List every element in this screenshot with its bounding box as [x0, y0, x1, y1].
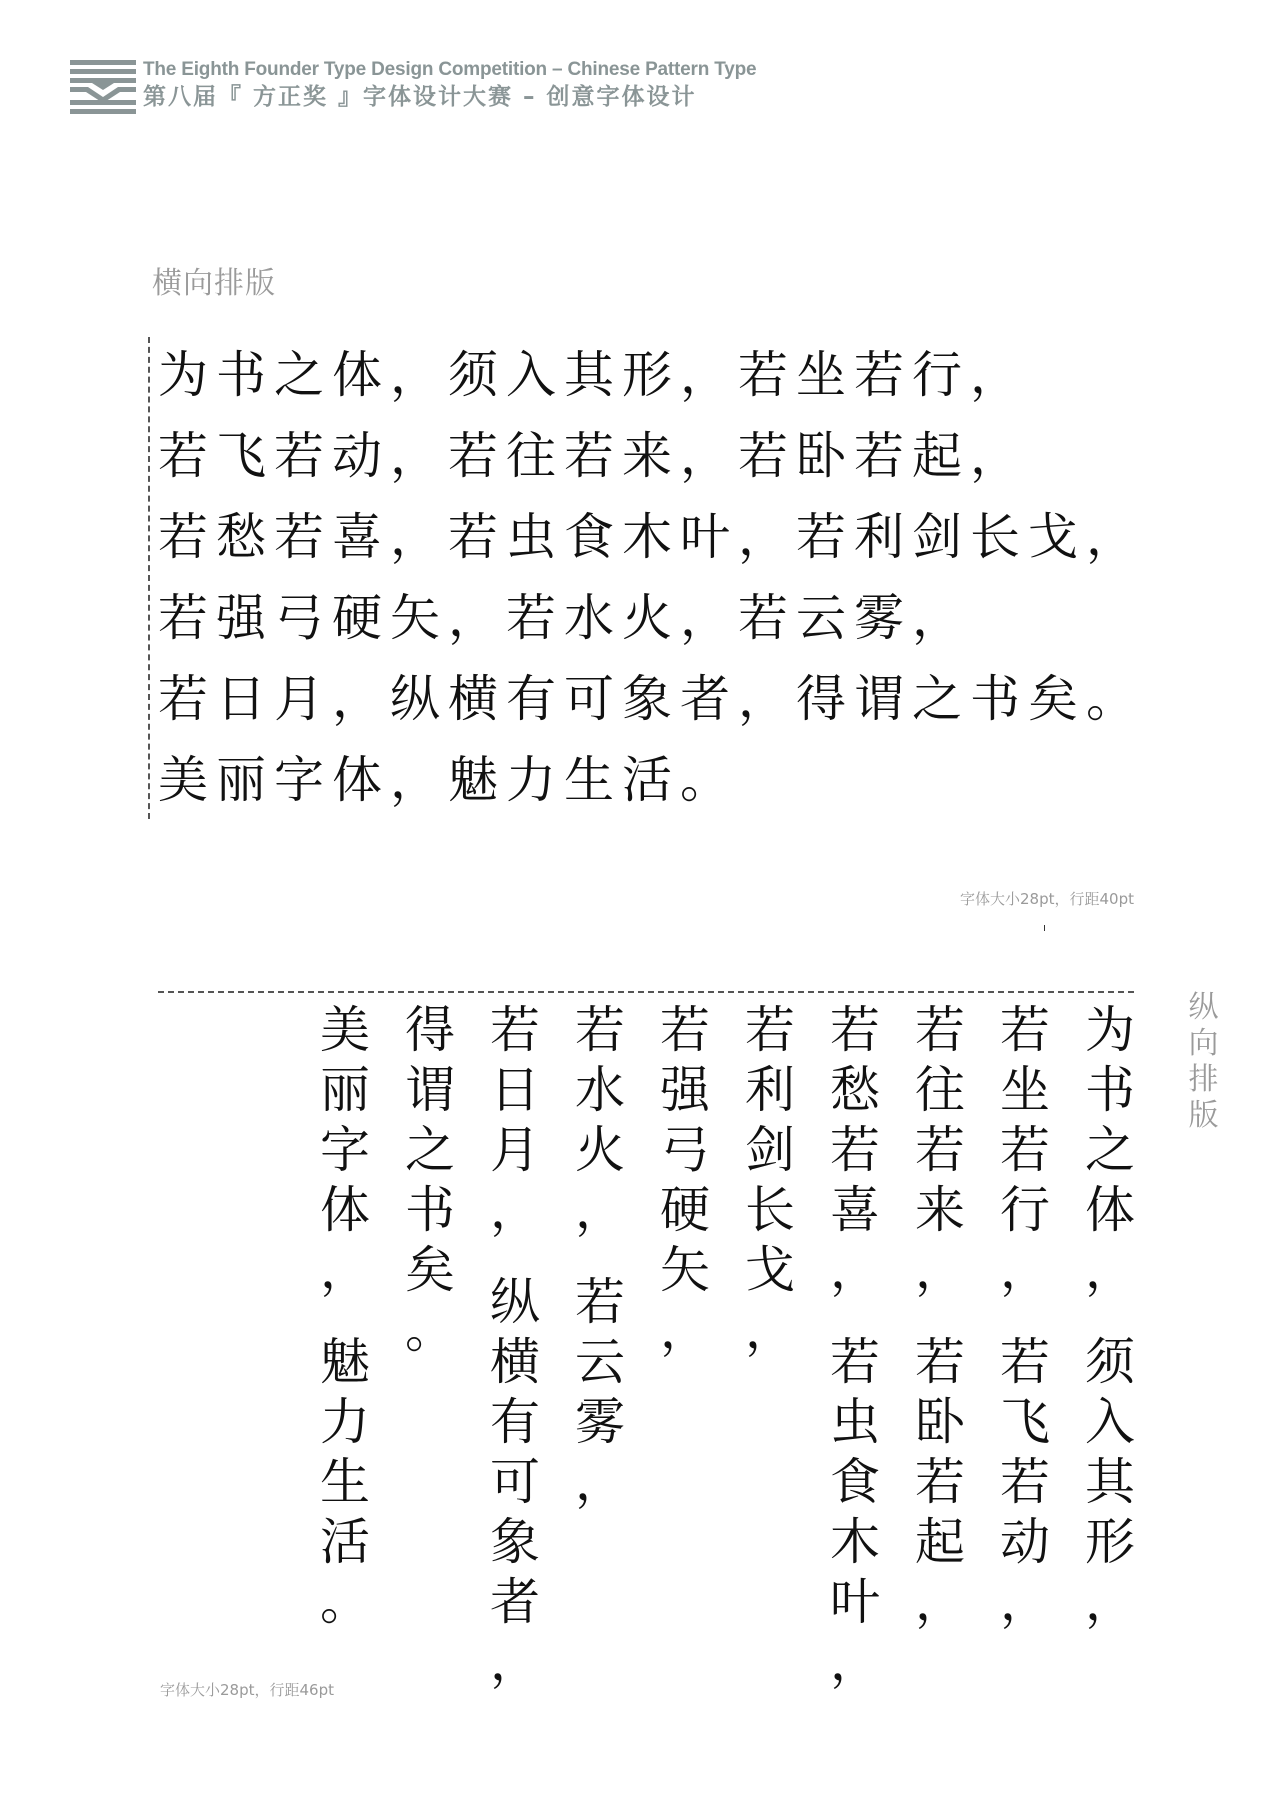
vertical-char: 弓 [660, 1121, 710, 1179]
vertical-char: 生 [320, 1453, 370, 1511]
vertical-char: 坐 [1000, 1061, 1050, 1119]
vertical-char: 体 [320, 1181, 370, 1239]
vertical-char: 若 [915, 1453, 965, 1511]
vertical-char: 戈 [745, 1241, 795, 1299]
vertical-char: ， [1000, 1241, 1050, 1299]
vertical-char: 云 [575, 1333, 625, 1391]
vertical-segment [485, 1000, 545, 1240]
vertical-char: 横 [490, 1333, 540, 1391]
header-text [143, 58, 756, 112]
vertical-segment [740, 1000, 800, 1360]
vertical-char: 长 [745, 1181, 795, 1239]
vertical-segment [910, 1000, 970, 1300]
vertical-char: ， [915, 1573, 965, 1631]
vertical-char: 纵 [490, 1273, 540, 1331]
vertical-column [485, 1000, 545, 1692]
vertical-segment [570, 1000, 630, 1240]
vertical-segment [655, 1000, 715, 1360]
vertical-char: 强 [660, 1061, 710, 1119]
vertical-char: 行 [1000, 1181, 1050, 1239]
vertical-column [740, 1000, 800, 1360]
vertical-char: ， [575, 1181, 625, 1239]
vertical-char: 其 [1085, 1453, 1135, 1511]
vertical-char: 书 [405, 1181, 455, 1239]
vertical-char: 为 [1085, 1001, 1135, 1059]
vertical-char: 喜 [830, 1181, 880, 1239]
vertical-char: 愁 [830, 1061, 880, 1119]
vertical-char: 木 [830, 1513, 880, 1571]
vertical-char: 入 [1085, 1393, 1135, 1451]
vertical-char: 矣 [405, 1241, 455, 1299]
vertical-char: ， [490, 1633, 540, 1691]
vertical-char: 虫 [830, 1393, 880, 1451]
vertical-char: 有 [490, 1393, 540, 1451]
vertical-char: 之 [405, 1121, 455, 1179]
vertical-char: 水 [575, 1061, 625, 1119]
horizontal-text-line: 美丽字体，魅力生活。 [158, 751, 738, 809]
vertical-char: 若 [830, 1121, 880, 1179]
vertical-char: 来 [915, 1181, 965, 1239]
vertical-char: 若 [745, 1001, 795, 1059]
header-title-en: The Eighth Founder Type Design Competition – Chinese Pattern Type [143, 59, 757, 80]
vertical-char: ， [320, 1241, 370, 1299]
vertical-column [825, 1000, 885, 1692]
vertical-char: ， [1085, 1573, 1135, 1631]
vertical-char: ， [1085, 1241, 1135, 1299]
vertical-segment [570, 1272, 630, 1512]
vertical-char: 若 [1000, 1453, 1050, 1511]
vertical-char: 往 [915, 1061, 965, 1119]
horizontal-lines [158, 335, 1144, 821]
vertical-char: 火 [575, 1121, 625, 1179]
vertical-char: 若 [830, 1001, 880, 1059]
vertical-char: 若 [490, 1001, 540, 1059]
vertical-char: 字 [320, 1121, 370, 1179]
horizontal-text-block [148, 335, 1188, 825]
header-title-cn: 第八届『 方正奖 』字体设计大赛 – 创意字体设计 [143, 84, 697, 110]
vertical-char: 之 [1085, 1121, 1135, 1179]
vertical-char: 若 [1000, 1121, 1050, 1179]
vertical-char: 得 [405, 1001, 455, 1059]
vertical-char: ， [1000, 1573, 1050, 1631]
vertical-spec-note: 字体大小28pt，行距46pt [160, 1681, 334, 1699]
vertical-char: 叶 [830, 1573, 880, 1631]
vertical-column [910, 1000, 970, 1632]
vertical-char: ， [490, 1181, 540, 1239]
vertical-segment [400, 1000, 460, 1360]
vertical-char: 剑 [745, 1121, 795, 1179]
vertical-char: 若 [830, 1333, 880, 1391]
vertical-char: ， [575, 1453, 625, 1511]
vertical-char: 矢 [660, 1241, 710, 1299]
horizontal-guide-line [148, 337, 150, 819]
vertical-char: 美 [320, 1001, 370, 1059]
vertical-column [655, 1000, 715, 1360]
vertical-char: ， [660, 1301, 710, 1359]
vertical-char: 日 [490, 1061, 540, 1119]
horizontal-text-line: 为书之体，须入其形，若坐若行， [158, 346, 1028, 404]
vertical-char: 飞 [1000, 1393, 1050, 1451]
vertical-segment [995, 1000, 1055, 1300]
vertical-column [995, 1000, 1055, 1632]
vertical-segment [315, 1000, 375, 1300]
vertical-char: 。 [320, 1573, 370, 1631]
vertical-section-label: 纵向排版 [1188, 990, 1220, 1133]
vertical-char: 起 [915, 1513, 965, 1571]
vertical-char: 利 [745, 1061, 795, 1119]
vertical-char: 食 [830, 1453, 880, 1511]
vertical-segment [825, 1332, 885, 1692]
vertical-segment [485, 1272, 545, 1692]
vertical-column [1080, 1000, 1140, 1632]
vertical-char: 力 [320, 1393, 370, 1451]
horizontal-text-line: 若强弓硬矢，若水火，若云雾， [158, 589, 970, 647]
vertical-char: 活 [320, 1513, 370, 1571]
vertical-char: 若 [915, 1001, 965, 1059]
horizontal-text-line: 若飞若动，若往若来，若卧若起， [158, 427, 1028, 485]
vertical-char: 若 [915, 1121, 965, 1179]
vertical-char: 象 [490, 1513, 540, 1571]
vertical-char: ， [915, 1241, 965, 1299]
vertical-segment [315, 1332, 375, 1632]
vertical-char: 者 [490, 1573, 540, 1631]
horizontal-text-line: 若愁若喜，若虫食木叶，若利剑长戈， [158, 508, 1144, 566]
vertical-char: 若 [575, 1273, 625, 1331]
vertical-char: 雾 [575, 1393, 625, 1451]
horizontal-spec-note: 字体大小28pt，行距40pt [960, 890, 1134, 908]
vertical-guide-line [158, 991, 1134, 993]
vertical-char: 。 [405, 1301, 455, 1359]
vertical-segment [910, 1332, 970, 1632]
vertical-char: 体 [1085, 1181, 1135, 1239]
vertical-char: 若 [1000, 1001, 1050, 1059]
vertical-column [315, 1000, 375, 1632]
vertical-char: 书 [1085, 1061, 1135, 1119]
vertical-segment [1080, 1332, 1140, 1632]
vertical-char: ， [745, 1301, 795, 1359]
vertical-segment [995, 1332, 1055, 1632]
vertical-char: ， [830, 1241, 880, 1299]
vertical-char: 硬 [660, 1181, 710, 1239]
vertical-char: 若 [915, 1333, 965, 1391]
vertical-char: 若 [1000, 1333, 1050, 1391]
vertical-char: 魅 [320, 1333, 370, 1391]
vertical-char: 谓 [405, 1061, 455, 1119]
vertical-segment [1080, 1000, 1140, 1300]
vertical-char: 丽 [320, 1061, 370, 1119]
vertical-char: 若 [660, 1001, 710, 1059]
horizontal-text-line: 若日月，纵横有可象者，得谓之书矣。 [158, 670, 1144, 728]
vertical-column [570, 1000, 630, 1512]
vertical-char: 可 [490, 1453, 540, 1511]
vertical-char: ， [830, 1633, 880, 1691]
tick-mark [1044, 925, 1045, 931]
founder-logo-icon [70, 60, 136, 114]
vertical-char: 动 [1000, 1513, 1050, 1571]
vertical-column [400, 1000, 460, 1360]
vertical-char: 卧 [915, 1393, 965, 1451]
vertical-char: 须 [1085, 1333, 1135, 1391]
horizontal-section-label: 横向排版 [152, 266, 276, 301]
vertical-segment [825, 1000, 885, 1300]
vertical-char: 形 [1085, 1513, 1135, 1571]
vertical-char: 月 [490, 1121, 540, 1179]
vertical-char: 若 [575, 1001, 625, 1059]
